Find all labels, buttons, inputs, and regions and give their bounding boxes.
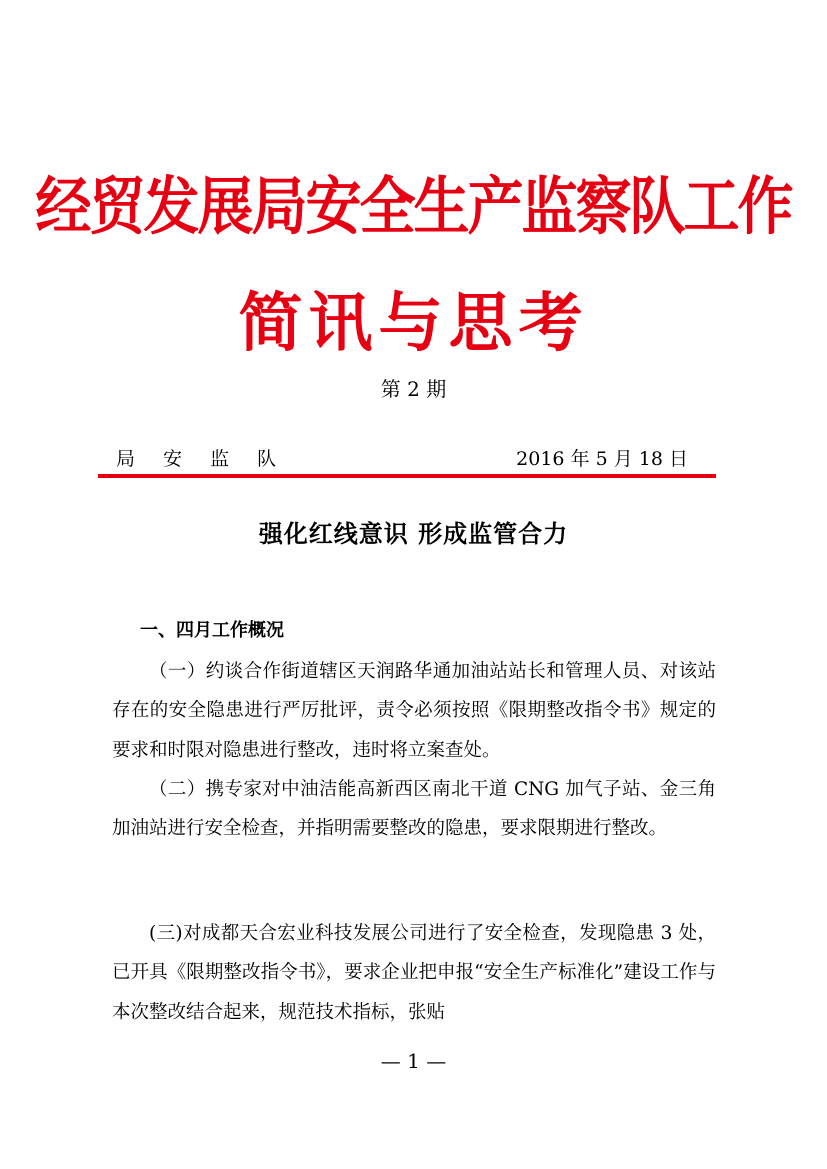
section-heading: 一、四月工作概况 [140, 620, 284, 641]
article-title: 强化红线意识 形成监管合力 [258, 520, 569, 548]
issue-number: 第 2 期 [380, 377, 447, 401]
masthead-title-line1: 经贸发展局安全生产监察队工作 [35, 171, 792, 244]
issuer: 局 安 监 队 [116, 448, 288, 470]
issue-info-bar [112, 444, 716, 474]
masthead-title-line2: 简讯与思考 [238, 287, 589, 361]
paragraph-2: （二）携专家对中油洁能高新西区南北干道 CNG 加气子站、金三角加油站进行安全检查，并指明需要整改的隐患，要求限期进行整改。 [112, 779, 716, 840]
paragraph-3: (三)对成都天合宏业科技发展公司进行了安全检查，发现隐患 3 处，已开具《限期整改指令书》，要求企业把申报“安全生产标准化”建设工作与本次整改结合起来，规范技术指标，张贴 [112, 923, 716, 1023]
red-divider [98, 474, 716, 478]
page-number: — 1 — [380, 1049, 447, 1073]
issue-date: 2016 年 5 月 18 日 [516, 448, 688, 470]
paragraph-1: （一）约谈合作街道辖区天润路华通加油站站长和管理人员、对该站存在的安全隐患进行严厉批评，责令必须按照《限期整改指令书》规定的要求和时限对隐患进行整改，违时将立案查处。 [112, 661, 716, 761]
